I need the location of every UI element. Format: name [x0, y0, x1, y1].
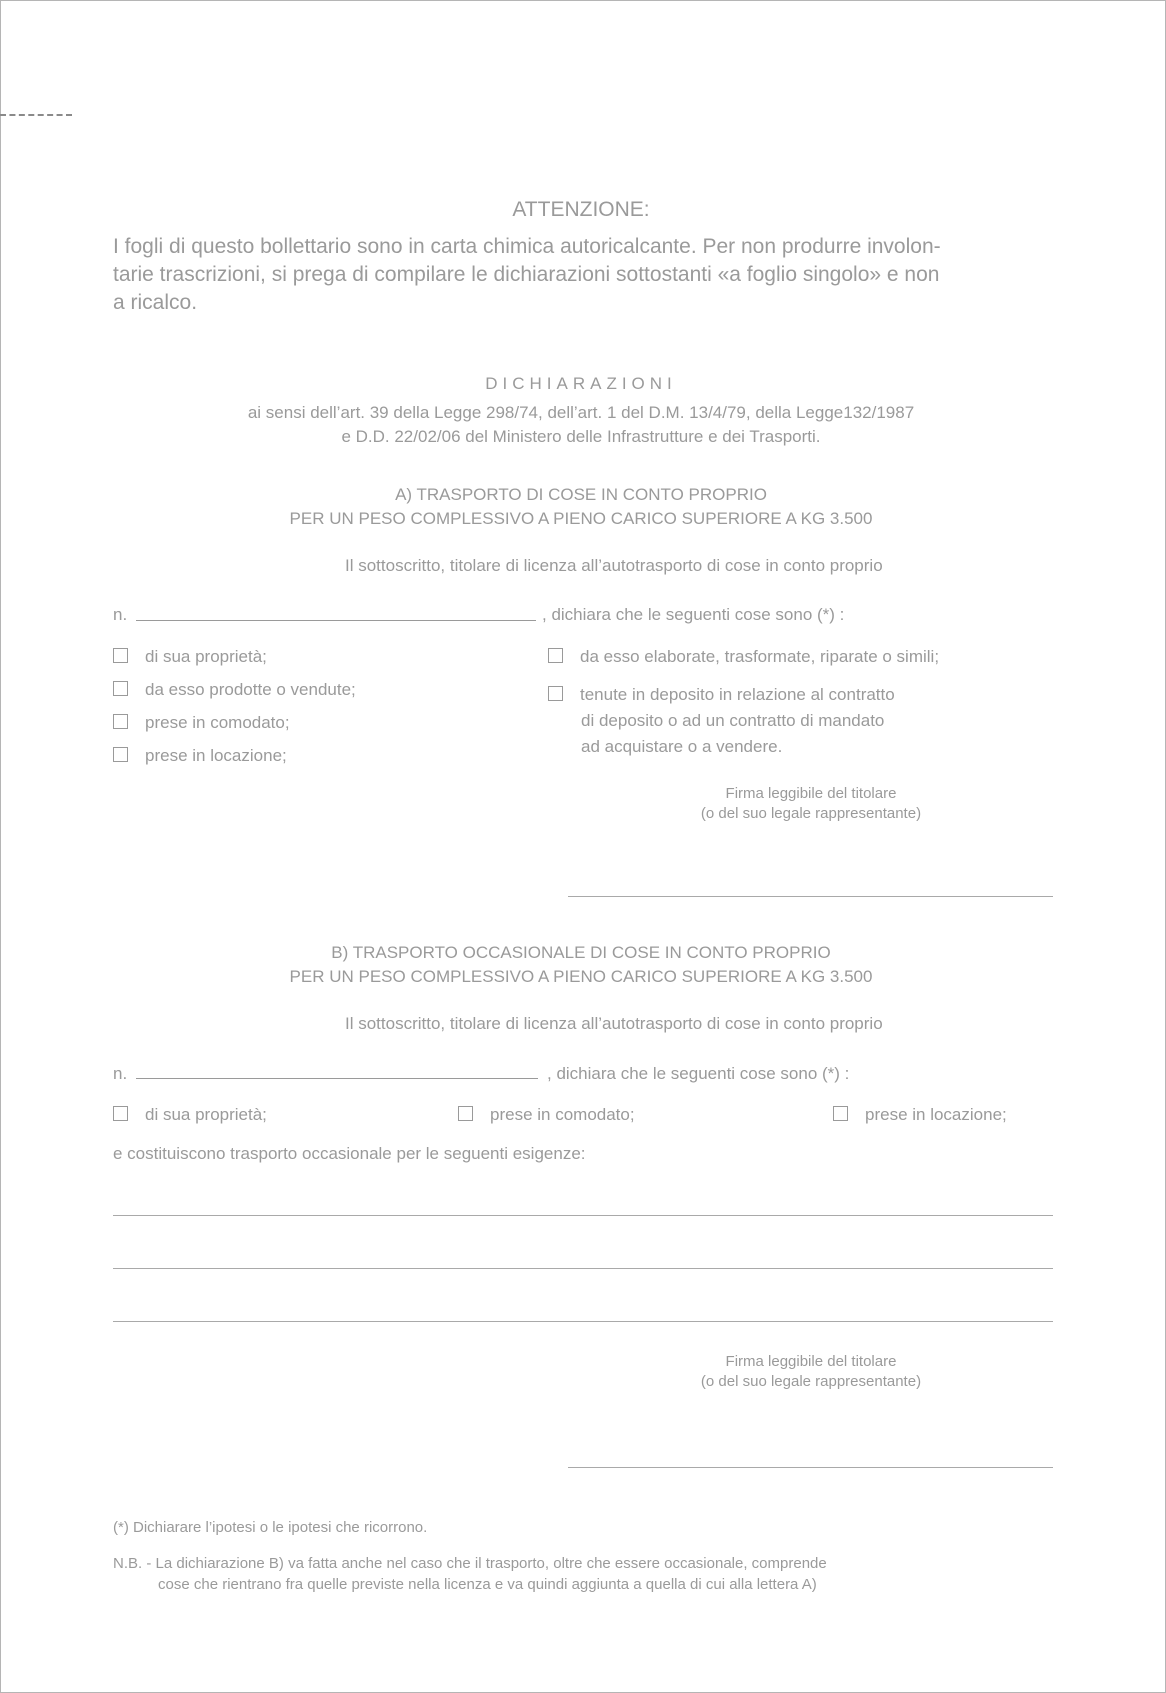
checkbox[interactable] — [113, 648, 128, 663]
footnote-nb-line: N.B. - La dichiarazione B) va fatta anche nel caso che il trasporto, oltre che essere occasionale, comprende — [113, 1555, 827, 1572]
section-b-licence-number-field[interactable] — [136, 1078, 538, 1079]
reference-line: ai sensi dell’art. 39 della Legge 298/74, dell’art. 1 del D.M. 13/4/79, della Legge132/1987 — [247, 403, 915, 422]
section-b-title-line: B) TRASPORTO OCCASIONALE DI COSE IN CONTO PROPRIO — [331, 943, 831, 962]
checkbox[interactable] — [113, 714, 128, 729]
option-label: ad acquistare o a vendere. — [581, 737, 783, 756]
checkbox[interactable] — [113, 747, 128, 762]
option-label: da esso elaborate, trasformate, riparate o simili; — [580, 647, 940, 666]
section-b-undersigned: Il sottoscritto, titolare di licenza all’autotrasporto di cose in conto proprio — [345, 1014, 883, 1033]
section-b-declares: , dichiara che le seguenti cose sono (*) : — [547, 1064, 850, 1083]
option-label: prese in comodato; — [490, 1105, 635, 1124]
notice-line: a ricalco. — [113, 291, 198, 314]
section-a-n-label: n. — [113, 605, 128, 624]
section-a-title-line: PER UN PESO COMPLESSIVO A PIENO CARICO SUPERIORE A KG 3.500 — [289, 509, 873, 528]
checkbox[interactable] — [113, 1106, 128, 1121]
section-b-option[interactable] — [113, 1105, 267, 1125]
section-a-option[interactable] — [548, 647, 939, 667]
option-label: prese in locazione; — [145, 746, 287, 765]
footnote-nb — [113, 1553, 827, 1595]
section-b-option[interactable] — [458, 1105, 635, 1125]
section-a-option[interactable] — [113, 647, 267, 667]
section-a-licence-number-field[interactable] — [136, 620, 536, 621]
footnote-asterisk: (*) Dichiarare l’ipotesi o le ipotesi che ricorrono. — [113, 1519, 428, 1536]
option-label: di deposito o ad un contratto di mandato — [581, 711, 885, 730]
section-b-signature-line[interactable] — [568, 1467, 1053, 1468]
option-label: tenute in deposito in relazione al contratto — [580, 685, 895, 704]
option-label: di sua proprietà; — [145, 647, 267, 666]
checkbox[interactable] — [833, 1106, 848, 1121]
signature-caption-line: Firma leggibile del titolare — [725, 1353, 897, 1370]
signature-caption-line: (o del suo legale rappresentante) — [700, 805, 922, 822]
section-a-title-line: A) TRASPORTO DI COSE IN CONTO PROPRIO — [395, 485, 767, 504]
option-label: prese in locazione; — [865, 1105, 1007, 1124]
notice-body — [113, 233, 1053, 317]
section-b-needs-line[interactable] — [113, 1215, 1053, 1216]
section-b-option[interactable] — [833, 1105, 1007, 1125]
declarations-reference — [113, 401, 1049, 449]
option-label: di sua proprietà; — [145, 1105, 267, 1124]
section-b-title — [113, 941, 1049, 989]
section-a-option[interactable] — [113, 713, 290, 733]
section-a-signature-caption — [660, 784, 962, 824]
signature-caption-line: (o del suo legale rappresentante) — [700, 1373, 922, 1390]
reference-line: e D.D. 22/02/06 del Ministero delle Infrastrutture e dei Trasporti. — [341, 427, 821, 446]
section-b-needs-label: e costituiscono trasporto occasionale per le seguenti esigenze: — [113, 1144, 586, 1163]
section-b-signature-caption — [660, 1352, 962, 1392]
checkbox[interactable] — [548, 648, 563, 663]
declarations-title: DICHIARAZIONI — [485, 374, 677, 393]
notice-line: I fogli di questo bollettario sono in carta chimica autoricalcante. Per non produrre involon- — [113, 235, 941, 258]
section-a-option[interactable] — [548, 682, 895, 760]
option-label: da esso prodotte o vendute; — [145, 680, 356, 699]
section-b-n-label: n. — [113, 1064, 128, 1083]
footnote-nb-line: cose che rientrano fra quelle previste nella licenza e va quindi aggiunta a quella di cui alla lettera A) — [158, 1576, 817, 1593]
section-b-needs-line[interactable] — [113, 1268, 1053, 1269]
section-a-declares: , dichiara che le seguenti cose sono (*) : — [542, 605, 845, 624]
notice-title: ATTENZIONE: — [512, 198, 650, 221]
perforation-line — [0, 114, 72, 116]
section-a-title — [113, 483, 1049, 531]
section-a-signature-line[interactable] — [568, 896, 1053, 897]
signature-caption-line: Firma leggibile del titolare — [725, 785, 897, 802]
checkbox[interactable] — [458, 1106, 473, 1121]
section-a-option[interactable] — [113, 746, 287, 766]
checkbox[interactable] — [548, 686, 563, 701]
section-b-needs-line[interactable] — [113, 1321, 1053, 1322]
section-a-option[interactable] — [113, 680, 356, 700]
checkbox[interactable] — [113, 681, 128, 696]
section-b-title-line: PER UN PESO COMPLESSIVO A PIENO CARICO SUPERIORE A KG 3.500 — [289, 967, 873, 986]
option-label: prese in comodato; — [145, 713, 290, 732]
section-a-undersigned: Il sottoscritto, titolare di licenza all’autotrasporto di cose in conto proprio — [345, 556, 883, 575]
notice-line: tarie trascrizioni, si prega di compilare le dichiarazioni sottostanti «a foglio singolo» e non — [113, 263, 940, 286]
